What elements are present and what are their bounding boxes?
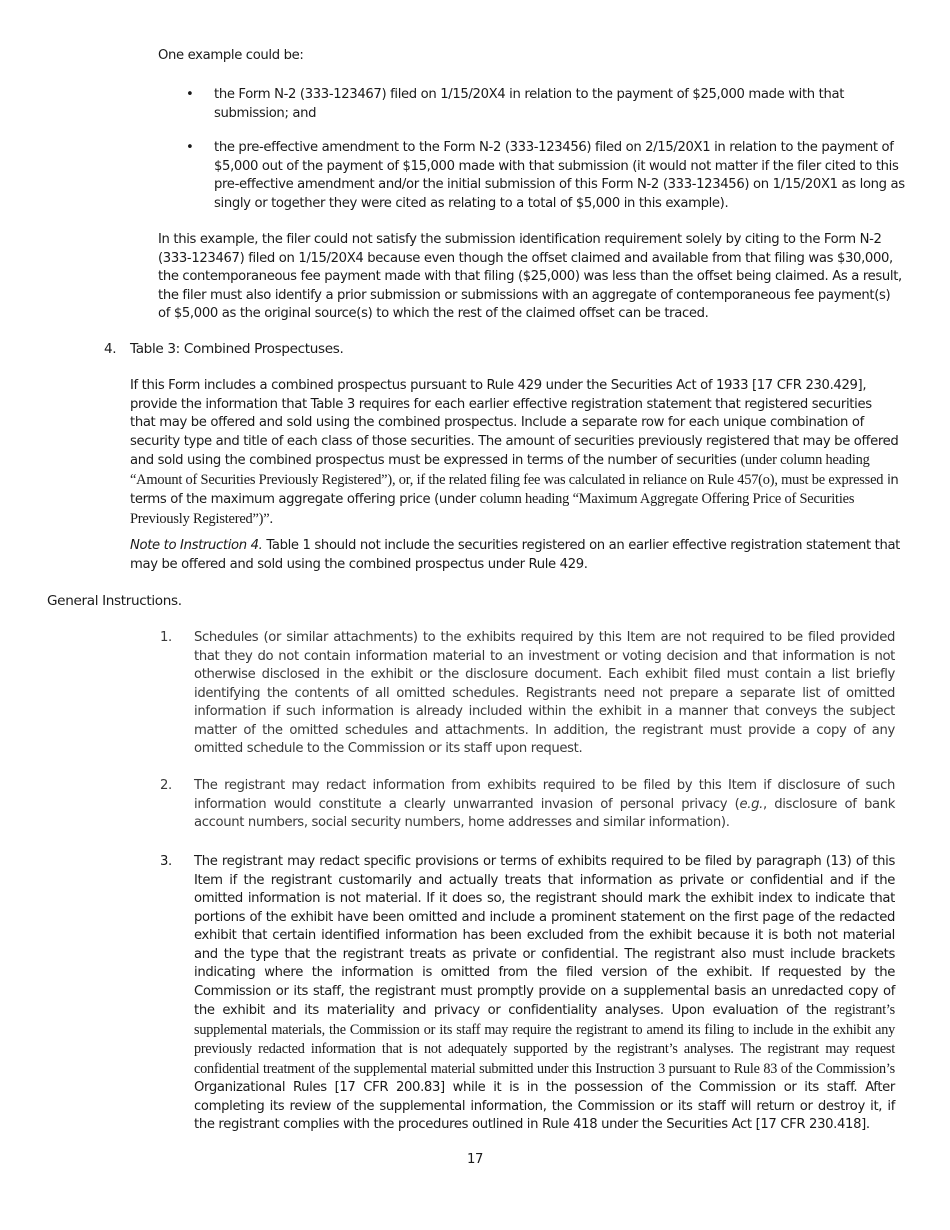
instruction-text-part: The registrant may redact specific provisions or terms of exhibits required to be filed by paragraph (13) of this Item if the registrant customarily and actually treats that information as private or confidential and if the omitted information is not material. If it does so, the registrant should mark the exhibit index to indicate that portions of the exhibit have been omitted and include a prominent statement on the first page of the redacted exhibit that certain identified information has been excluded from the exhibit because it is both not material and the type that the registrant treats as private or confidential. The registrant also must include brackets indicating where the information is omitted from the filed version of the exhibit. If requested by the Commission or its staff, the registrant must promptly provide on a supplemental basis an unredacted copy of the exhibit and its materiality and privacy or confidentiality analyses. Upon evaluation of the (194, 854, 895, 1018)
note-to-instruction-4 (130, 537, 900, 574)
bullet-text: the Form N-2 (333-123467) filed on 1/15/20X4 in relation to the payment of $25,000 made with that submission; and (214, 87, 845, 121)
page-number: 17 (466, 1152, 484, 1167)
body-text: If this Form includes a combined prospectus pursuant to Rule 429 under the Securities Act of 1933 [17 CFR 230.429], provide the information that Table 3 requires for each earlier effective registration statement that registered securities that may be offered and sold using the combined prospectus. Include a separate row for each unique combination of security type and title of each class of those securities. The amount of securities previously registered that may be offered and sold using the combined prospectus must be expressed in terms of the number of securities (130, 378, 899, 468)
instruction-heading-text: Table 3: Combined Prospectuses. (130, 341, 344, 357)
list-item (158, 86, 908, 123)
instruction-text-part: Organizational Rules [17 CFR 200.83] while it is in the possession of the Commission or its staff. After completing its review of the supplemental information, the Commission or its staff will return or destroy it, if the registrant complies with the procedures outlined in Rule 418 under the Securities Act [17 CFR 230.418]. (194, 1080, 895, 1132)
general-instruction-3 (160, 853, 895, 1135)
instruction-4-body (130, 377, 900, 529)
instruction-text (194, 853, 895, 1135)
instruction-number: 2. (160, 778, 172, 793)
bullet-icon: • (186, 87, 194, 102)
general-instruction-2 (160, 777, 895, 833)
instruction-text: Schedules (or similar attachments) to the exhibits required by this Item are not required to be filed provided that they do not contain information material to an investment or voting decision and that information is not otherwise disclosed in the exhibit or the disclosure document. Each exhibit filed must contain a list briefly identifying the contents of all omitted schedules. Registrants need not prepare a separate list of omitted information if such information is already included within the exhibit in a manner that conveys the subject matter of the omitted schedules and attachments. In addition, the registrant must provide a copy of any omitted schedule to the Commission or its staff upon request. (194, 630, 895, 756)
body-text-serif: column heading “Maximum Aggregate Offering Price of Securities Previously Registered”)”. (130, 491, 855, 527)
note-label: Note to Instruction 4. (130, 538, 263, 553)
instruction-number: 1. (160, 630, 172, 645)
example-paragraph: In this example, the filer could not satisfy the submission identification requirement solely by citing to the Form N-2 (333-123467) filed on 1/15/20X4 because even though the offset claimed and available from that filing was $30,000, the contemporaneous fee payment made with that filing ($25,000) was less than the offset being claimed. As a result, the filer must also identify a prior submission or submissions with an aggregate of contemporaneous fee payment(s) of $5,000 as the original source(s) to which the rest of the claimed offset can be traced. (158, 232, 902, 321)
instruction-text-serif: registrant’s supplemental materials, the Commission or its staff may require the registrant to amend its filing to include in the exhibit any previously redacted information that is not adequately supported by the registrant’s analyses. The registrant may request confidential treatment of the supplemental material submitted under this Instruction 3 pursuant to Rule 83 of the Commission’s (194, 1002, 895, 1077)
body-text-serif: (under column heading “Amount of Securities Previously Registered”), or, if the related filing fee was calculated in reliance on Rule 457(o), must be expressed (130, 452, 884, 488)
instruction-text (194, 777, 895, 833)
example-intro: One example could be: (158, 48, 304, 63)
instruction-text-part: , disclosure of bank account numbers, social security numbers, home addresses and similar information). (194, 796, 895, 830)
instruction-4-heading (104, 340, 904, 359)
instruction-number: 4. (104, 341, 117, 357)
eg-abbreviation: e.g. (739, 796, 763, 812)
instruction-number: 3. (160, 854, 172, 869)
example-bullet-list (158, 86, 908, 229)
note-text: Table 1 should not include the securities registered on an earlier effective registration statement that may be offered and sold using the combined prospectus under Rule 429. (130, 538, 900, 572)
general-instructions-title: General Instructions. (47, 593, 182, 609)
body-text: in terms of the maximum aggregate offering price (under (130, 472, 899, 507)
bullet-text: the pre-effective amendment to the Form N-2 (333-123456) filed on 2/15/20X1 in relation to the payment of $5,000 out of the payment of $15,000 made with that submission (it would not matter if the filer cited to this pre-effective amendment and/or the initial submission of this Form N-2 (333-123456) on 1/15/20X1 as long as singly or together they were cited as relating to a total of $5,000 in this example). (214, 140, 905, 211)
general-instruction-1 (160, 629, 895, 759)
bullet-icon: • (186, 140, 194, 155)
instruction-text-part: The registrant may redact information from exhibits required to be filed by this Item if disclosure of such information would constitute a clearly unwarranted invasion of personal privacy ( (194, 778, 895, 812)
list-item (158, 139, 908, 213)
